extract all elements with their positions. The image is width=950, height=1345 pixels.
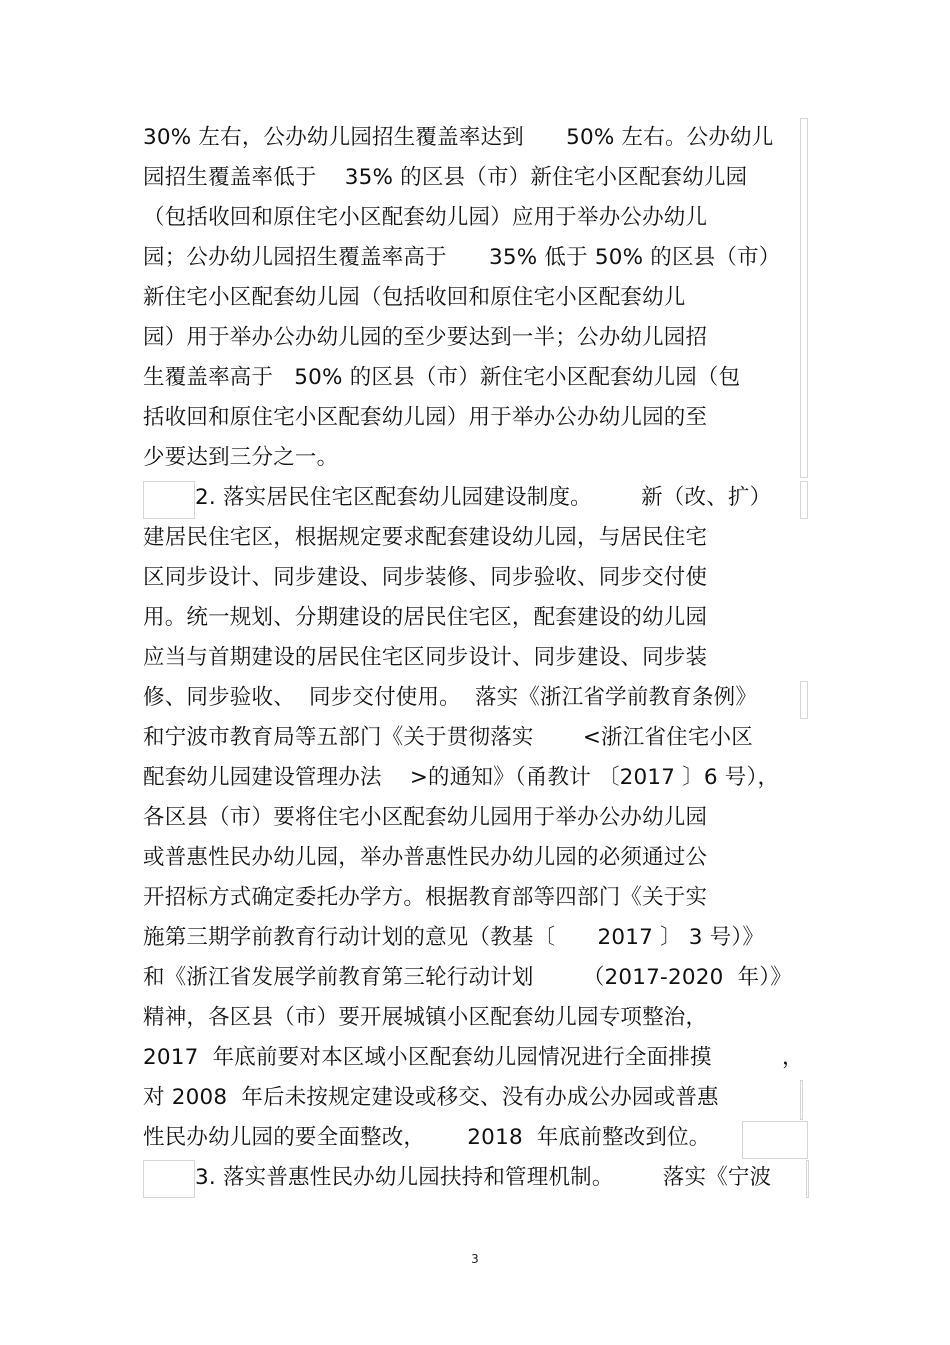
- section-heading-3: 3. 落实普惠性民办幼儿园扶持和管理机制。 落实《宁波: [195, 1165, 772, 1190]
- text-line: 配套幼儿园建设管理办法 >的通知》（甬教计 〔2017 〕6 号），: [143, 765, 780, 790]
- text-line: （包括收回和原住宅小区配套幼儿园）应用于举办公办幼儿: [143, 205, 708, 230]
- text-line: 施第三期学前教育行动计划的意见（教基〔 2017 〕 3 号）》: [143, 925, 765, 950]
- text-line: 或普惠性民办幼儿园，举办普惠性民办幼儿园的必须通过公: [143, 845, 708, 870]
- page-number: 3: [471, 1252, 479, 1266]
- text-line: 园；公办幼儿园招生覆盖率高于 35% 低于 50% 的区县（市）: [143, 245, 781, 270]
- section-heading-2: 2. 落实居民住宅区配套幼儿园建设制度。 新（改、扩）: [195, 485, 772, 510]
- text-line: 用。统一规划、分期建设的居民住宅区，配套建设的幼儿园: [143, 605, 708, 630]
- text-line: 和《浙江省发展学前教育第三轮行动计划 （2017-2020 年）》: [143, 965, 792, 990]
- text-line: 园招生覆盖率低于 35% 的区县（市）新住宅小区配套幼儿园: [143, 165, 748, 190]
- text-line: 2017 年底前要对本区域小区配套幼儿园情况进行全面排摸 ，: [143, 1045, 804, 1070]
- text-line: 区同步设计、同步建设、同步装修、同步验收、同步交付使: [143, 565, 708, 590]
- text-line: 精神，各区县（市）要开展城镇小区配套幼儿园专项整治，: [143, 1005, 708, 1030]
- text-line: 园）用于举办公办幼儿园的至少要达到一半；公办幼儿园招: [143, 325, 708, 350]
- text-line: 各区县（市）要将住宅小区配套幼儿园用于举办公办幼儿园: [143, 805, 708, 830]
- text-line: 开招标方式确定委托办学方。根据教育部等四部门《关于实: [143, 885, 708, 910]
- text-line: 生覆盖率高于 50% 的区县（市）新住宅小区配套幼儿园（包: [143, 365, 741, 390]
- text-line: 新住宅小区配套幼儿园（包括收回和原住宅小区配套幼儿: [143, 285, 686, 310]
- text-line: 少要达到三分之一。: [143, 445, 339, 470]
- text-line: 应当与首期建设的居民住宅区同步设计、同步建设、同步装: [143, 645, 708, 670]
- text-line: 和宁波市教育局等五部门《关于贯彻落实 <浙江省住宅小区: [143, 725, 753, 750]
- text-line: 括收回和原住宅小区配套幼儿园）用于举办公办幼儿园的至: [143, 405, 708, 430]
- text-line: 建居民住宅区，根据规定要求配套建设幼儿园，与居民住宅: [143, 525, 708, 550]
- text-line: 性民办幼儿园的要全面整改， 2018 年底前整改到位。: [143, 1125, 711, 1150]
- text-line: 对 2008 年后未按规定建设或移交、没有办成公办园或普惠: [143, 1085, 719, 1110]
- text-line: 修、同步验收、 同步交付使用。 落实《浙江省学前教育条例》: [143, 685, 758, 710]
- body-text: [143, 118, 808, 1198]
- text-line: 30% 左右，公办幼儿园招生覆盖率达到 50% 左右。公办幼儿: [143, 125, 774, 150]
